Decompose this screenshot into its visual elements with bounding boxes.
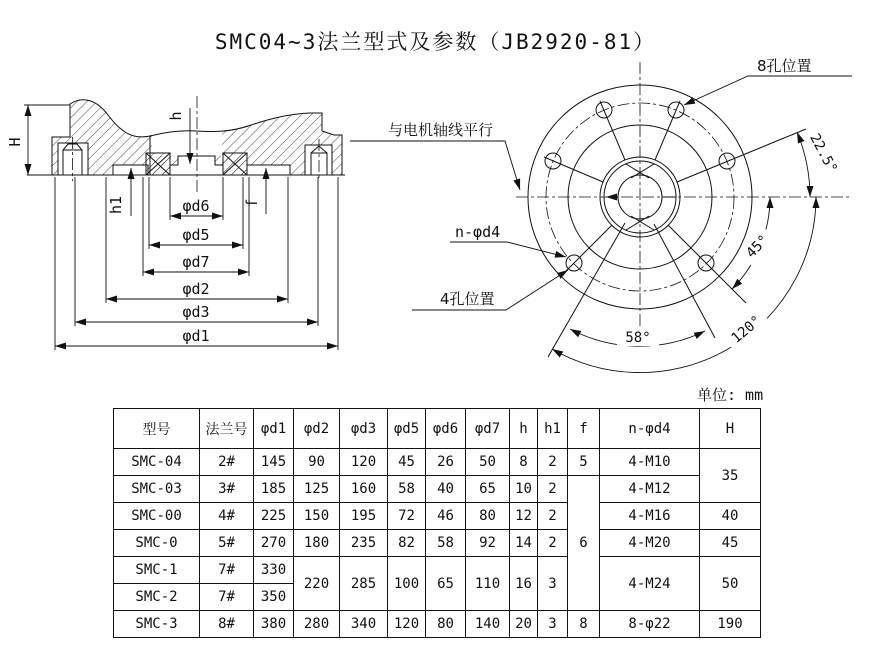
table-cell: 26: [426, 449, 466, 476]
parallel-label: 与电机轴线平行: [388, 121, 494, 139]
dim-label-d7: φd7: [182, 253, 210, 271]
table-cell: 90: [294, 449, 340, 476]
eight-hole-label: 8孔位置: [757, 57, 812, 75]
table-cell: 140: [466, 611, 510, 638]
table-cell: SMC-2: [114, 584, 200, 611]
table-cell: 7#: [200, 557, 254, 584]
table-cell: 110: [466, 557, 510, 611]
table-cell: 120: [388, 611, 426, 638]
dim-label-d1: φd1: [182, 327, 210, 345]
table-cell: 92: [466, 530, 510, 557]
table-cell: 7#: [200, 584, 254, 611]
dim-label-d3: φd3: [182, 303, 210, 321]
table-cell: 220: [294, 557, 340, 611]
table-cell: 2#: [200, 449, 254, 476]
angle-label-58: 58°: [625, 330, 651, 346]
table-cell: 195: [340, 503, 388, 530]
table-cell: 65: [426, 557, 466, 611]
table-cell: 2: [538, 503, 568, 530]
table-cell: SMC-00: [114, 503, 200, 530]
table-cell: 4-M16: [600, 503, 700, 530]
table-cell: 190: [700, 611, 761, 638]
table-cell: SMC-04: [114, 449, 200, 476]
table-cell: 45: [700, 530, 761, 557]
table-row: [114, 557, 761, 584]
table-header-cell: n-φd4: [600, 409, 700, 449]
table-header-cell: f: [568, 409, 600, 449]
section-view: [6, 96, 345, 350]
table-cell: 225: [254, 503, 294, 530]
table-row: [114, 611, 761, 638]
table-cell: 8: [568, 611, 600, 638]
table-header-cell: 法兰号: [200, 409, 254, 449]
callout-parallel: [350, 121, 520, 190]
table-cell: 100: [388, 557, 426, 611]
dim-label-h1: h1: [107, 195, 125, 215]
table-cell: 65: [466, 476, 510, 503]
center-bore: [170, 156, 223, 175]
table-cell: 4-M12: [600, 476, 700, 503]
table-cell: 8: [510, 449, 538, 476]
table-cell: 350: [254, 584, 294, 611]
dim-label-d6: φd6: [182, 197, 210, 215]
drawing-title: SMC04~3法兰型式及参数（JB2920-81）: [214, 30, 657, 54]
table-cell: 35: [700, 449, 761, 503]
table-cell: 180: [294, 530, 340, 557]
table-cell: 8#: [200, 611, 254, 638]
table-cell: 5#: [200, 530, 254, 557]
table-body: [114, 449, 761, 638]
table-header-cell: φd5: [388, 409, 426, 449]
table-cell: 40: [426, 476, 466, 503]
table-cell: 8-φ22: [600, 611, 700, 638]
bearing-section-left: [146, 153, 170, 175]
table-row: [114, 503, 761, 530]
table-header-cell: φd3: [340, 409, 388, 449]
table-cell: 125: [294, 476, 340, 503]
table-cell: 58: [426, 530, 466, 557]
angle-label-45: 45°: [743, 232, 773, 262]
table-row: [114, 476, 761, 503]
angle-label-22-5: 22.5°: [806, 131, 841, 176]
callout-four-hole: [412, 270, 568, 310]
table-cell: 2: [538, 530, 568, 557]
table-cell: 380: [254, 611, 294, 638]
dim-label-h: h: [167, 111, 185, 121]
table-cell: 235: [340, 530, 388, 557]
table-row: [114, 449, 761, 476]
callout-n-d4: [450, 223, 566, 257]
table-cell: 2: [538, 476, 568, 503]
table-cell: 185: [254, 476, 294, 503]
table-cell: 160: [340, 476, 388, 503]
table-header-cell: H: [700, 409, 761, 449]
table-cell: 2: [538, 449, 568, 476]
notch-f: [247, 165, 290, 175]
table-cell: 3: [538, 557, 568, 611]
table-cell: 46: [426, 503, 466, 530]
table-cell: 12: [510, 503, 538, 530]
table-header-cell: φd7: [466, 409, 510, 449]
table-cell: 330: [254, 557, 294, 584]
table-header-cell: h: [510, 409, 538, 449]
table-cell: 5: [568, 449, 600, 476]
angle-label-120: 120°: [728, 312, 765, 347]
table-cell: 16: [510, 557, 538, 611]
table-header-cell: φd1: [254, 409, 294, 449]
table-cell: 4#: [200, 503, 254, 530]
table-cell: 50: [466, 449, 510, 476]
table-cell: 14: [510, 530, 538, 557]
table-cell: 80: [466, 503, 510, 530]
table-cell: SMC-03: [114, 476, 200, 503]
table-cell: SMC-1: [114, 557, 200, 584]
table-cell: 270: [254, 530, 294, 557]
unit-note: 单位: mm: [697, 386, 764, 404]
table-header-cell: 型号: [114, 409, 200, 449]
front-view: [350, 57, 852, 373]
four-hole-label: 4孔位置: [440, 290, 495, 308]
table-cell: 50: [700, 557, 761, 611]
table-cell: 285: [340, 557, 388, 611]
table-cell: 82: [388, 530, 426, 557]
table-cell: 20: [510, 611, 538, 638]
table-header-cell: φd2: [294, 409, 340, 449]
table-cell: 4-M24: [600, 557, 700, 611]
table-cell: 3: [538, 611, 568, 638]
table-cell: 280: [294, 611, 340, 638]
spline-pattern: [606, 164, 676, 230]
table-cell: 145: [254, 449, 294, 476]
table-cell: 340: [340, 611, 388, 638]
table-row: [114, 530, 761, 557]
parameters-table: [113, 408, 761, 638]
table-cell: SMC-0: [114, 530, 200, 557]
table-cell: 120: [340, 449, 388, 476]
notch-h1: [113, 165, 148, 175]
table-cell: 45: [388, 449, 426, 476]
table-cell: SMC-3: [114, 611, 200, 638]
table-header-cell: h1: [538, 409, 568, 449]
table-cell: 150: [294, 503, 340, 530]
callout-eight-hole: [684, 57, 852, 105]
table-cell: 40: [700, 503, 761, 530]
table-cell: 3#: [200, 476, 254, 503]
dim-label-f: f: [243, 198, 261, 208]
table-header-row: [114, 409, 761, 449]
table-cell: 72: [388, 503, 426, 530]
table-cell: 10: [510, 476, 538, 503]
dim-label-d5: φd5: [182, 226, 210, 244]
table-cell: 80: [426, 611, 466, 638]
bearing-section-right: [223, 153, 247, 175]
table-cell: 6: [568, 476, 600, 611]
table-cell: 4-M10: [600, 449, 700, 476]
dim-label-H: H: [6, 137, 24, 147]
table-cell: 4-M20: [600, 530, 700, 557]
dim-label-d2: φd2: [182, 280, 210, 298]
n-d4-label: n-φd4: [455, 223, 501, 241]
table-header-cell: φd6: [426, 409, 466, 449]
table-cell: 58: [388, 476, 426, 503]
